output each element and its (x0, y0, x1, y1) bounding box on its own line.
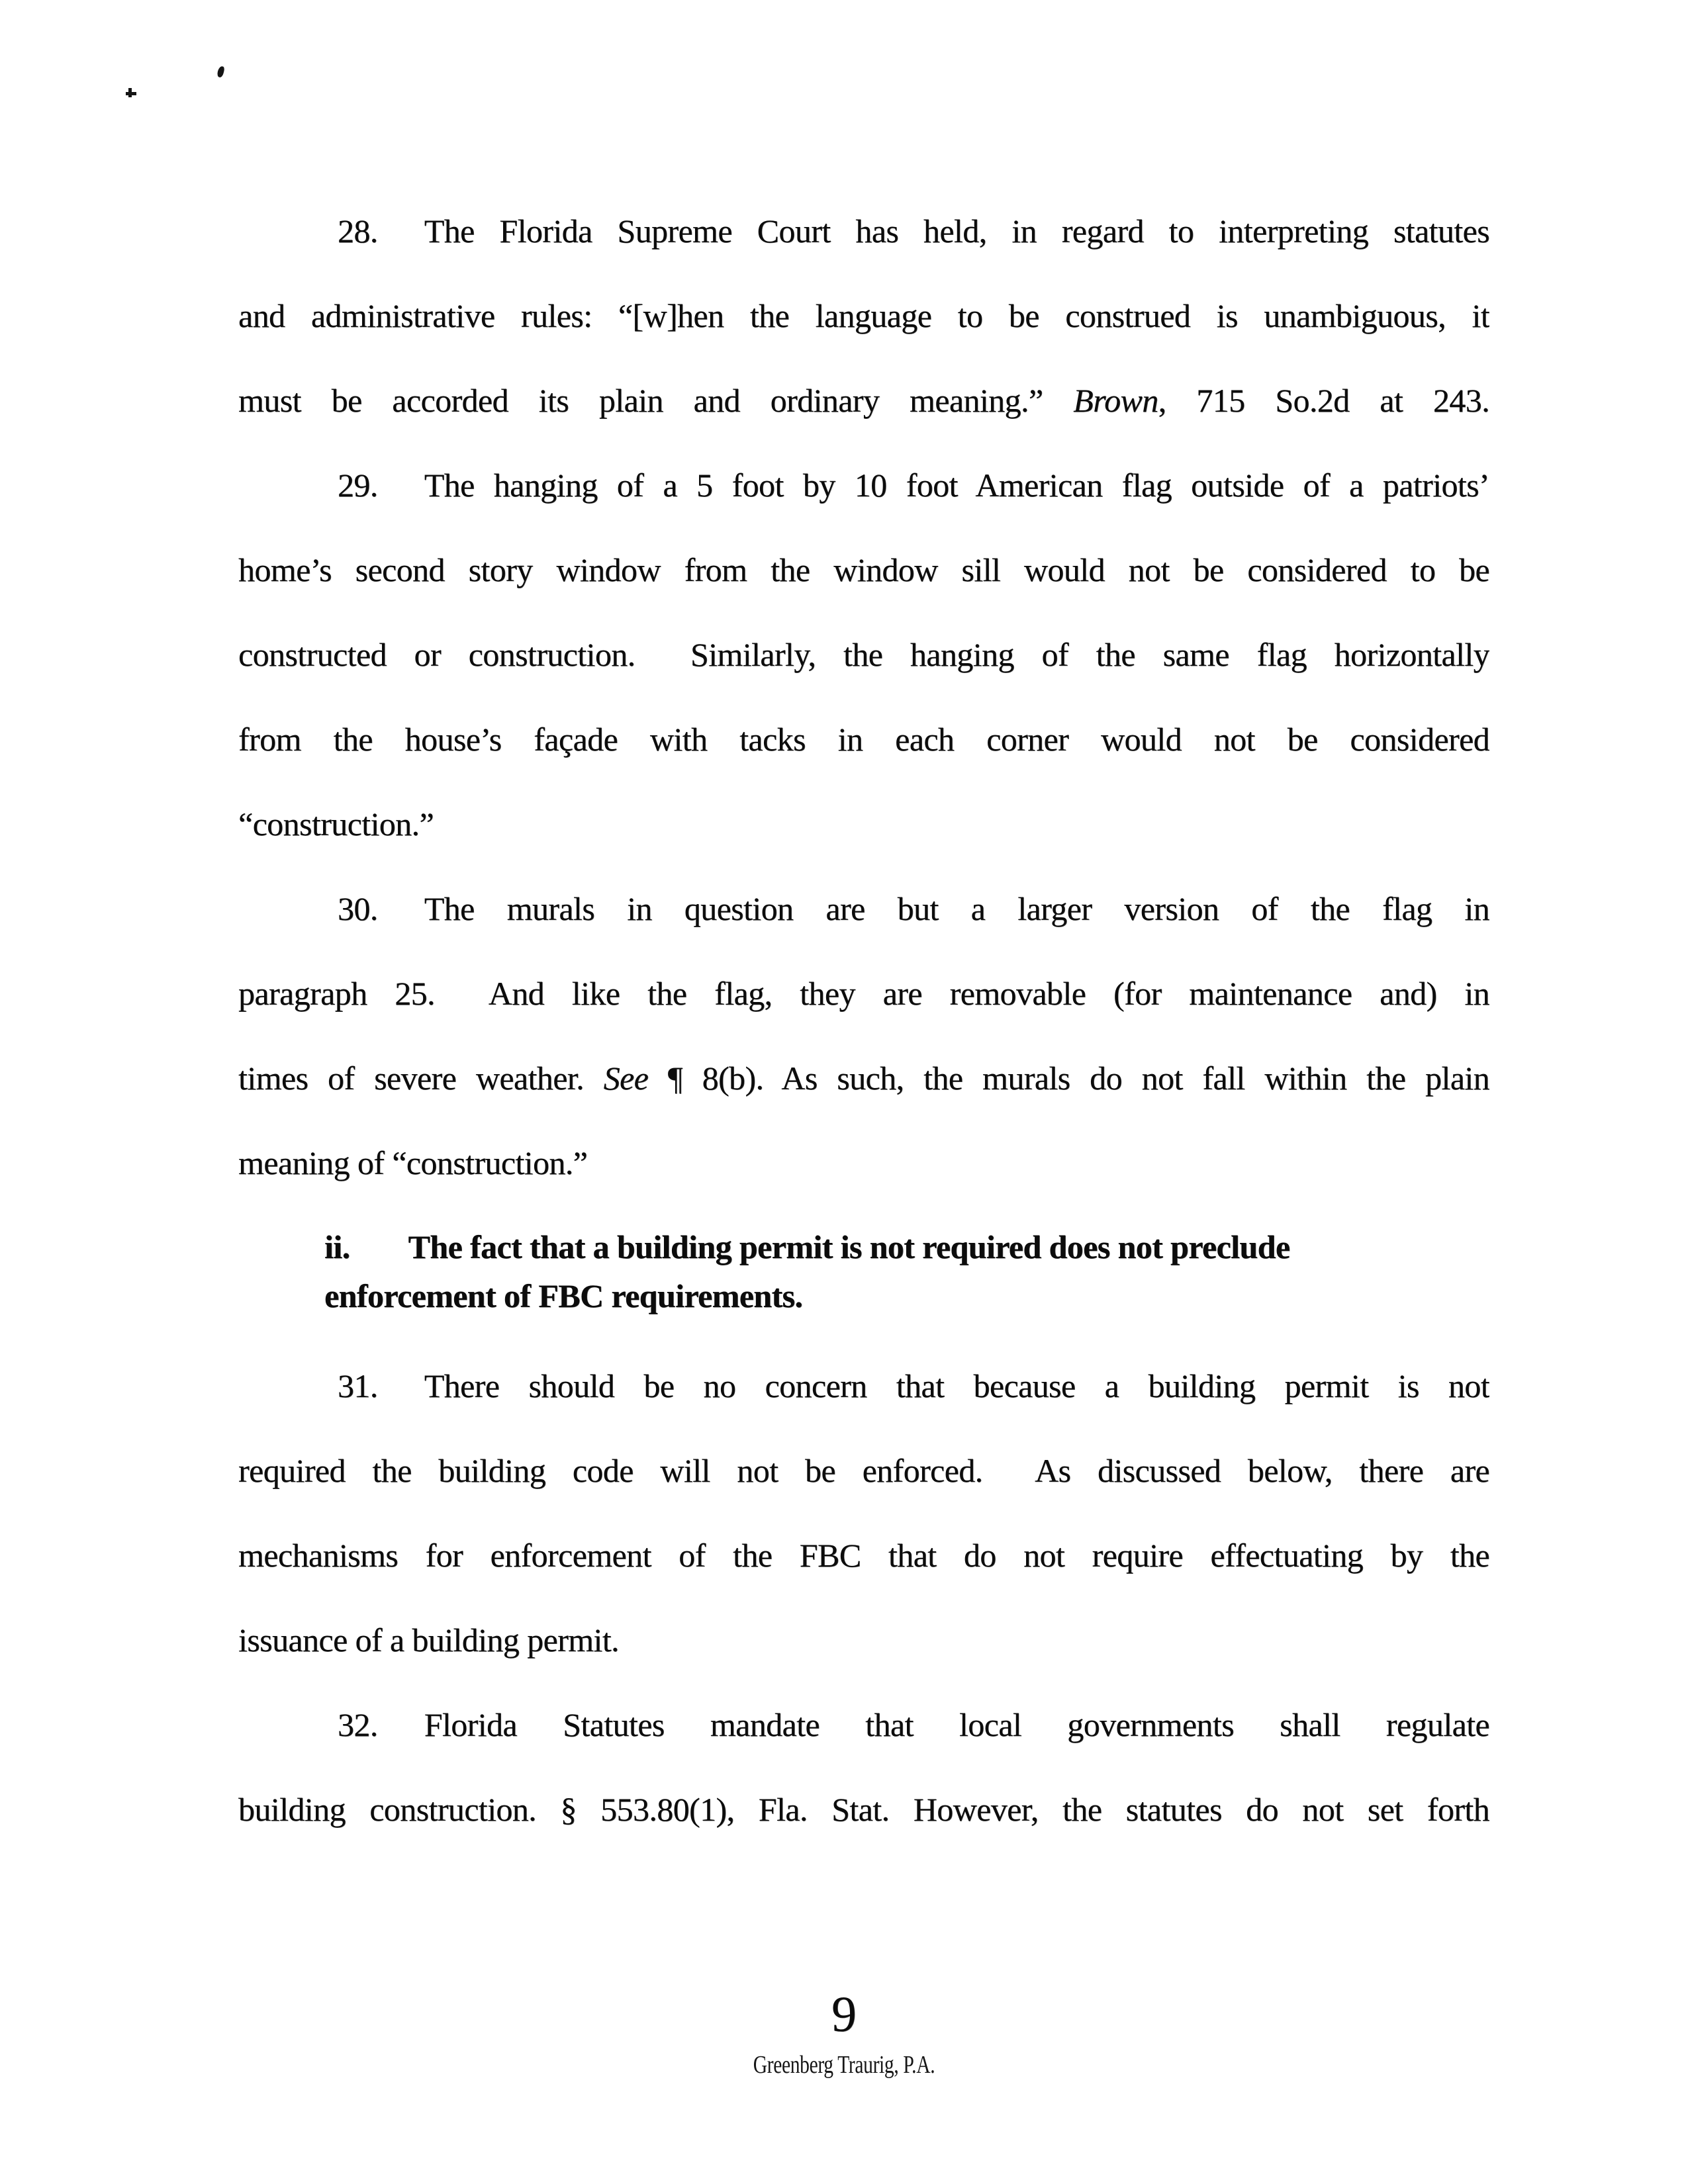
paragraph-text: The Florida Supreme Court has held, in regard to interpreting statutes (424, 212, 1489, 250)
text-line: “construction.” (238, 805, 434, 842)
page-number: 9 (831, 1987, 857, 2042)
text-line (238, 1682, 1489, 1767)
text-line: mechanisms for enforcement of the FBC that do not require effectuating by the (238, 1537, 1489, 1574)
paragraph-31 (238, 1343, 1489, 1682)
paragraph-30 (238, 866, 1489, 1205)
paragraph-28 (238, 189, 1489, 443)
subheading-line: enforcement of FBC requirements. (324, 1277, 803, 1314)
text-line (238, 866, 1489, 951)
ink-speck (216, 66, 225, 78)
subheading-line (324, 1222, 1489, 1271)
paragraph-text: The murals in question are but a larger version of the flag in (424, 890, 1489, 927)
text-line: paragraph 25. And like the flag, they are removable (for maintenance and) in (238, 975, 1489, 1012)
paragraph-number: 31. (338, 1367, 378, 1404)
subheading-text: The fact that a building permit is not required does not preclude (408, 1228, 1290, 1265)
law-firm-name (0, 2050, 1688, 2079)
law-firm-name-text: Greenberg Traurig, P.A. (753, 2051, 935, 2079)
text-line: constructed or construction. Similarly, the hanging of the same flag horizontally (238, 636, 1489, 673)
document-body (238, 189, 1489, 1852)
text-line: and administrative rules: “[w]hen the language to be construed is unambiguous, it (238, 297, 1489, 334)
text-line (238, 1343, 1489, 1428)
ink-speck (126, 92, 136, 95)
text-line: from the house’s façade with tacks in each corner would not be considered (238, 721, 1489, 758)
text-line (238, 189, 1489, 273)
text-line: building construction. § 553.80(1), Fla. Stat. However, the statutes do not set forth (238, 1791, 1489, 1828)
paragraph-text: There should be no concern that because a building permit is not (424, 1367, 1489, 1404)
text-line: home’s second story window from the window sill would not be considered to be (238, 551, 1489, 588)
text-line (238, 443, 1489, 527)
paragraph-number: 30. (338, 890, 378, 927)
paragraph-number: 29. (338, 467, 378, 504)
subheading-number: ii. (324, 1228, 350, 1265)
text-line: meaning of “construction.” (238, 1144, 588, 1181)
text-line: times of severe weather. See ¶ 8(b). As such, the murals do not fall within the plain (238, 1060, 1489, 1097)
paragraph-text: Florida Statutes mandate that local governments shall regulate (424, 1706, 1489, 1743)
text-line: must be accorded its plain and ordinary meaning.” Brown, 715 So.2d at 243. (238, 382, 1489, 419)
subheading-ii (324, 1222, 1489, 1320)
text-line: issuance of a building permit. (238, 1621, 619, 1659)
text-line: required the building code will not be enforced. As discussed below, there are (238, 1452, 1489, 1489)
paragraph-32 (238, 1682, 1489, 1852)
paragraph-29 (238, 443, 1489, 866)
paragraph-text: The hanging of a 5 foot by 10 foot American flag outside of a patriots’ (424, 467, 1489, 504)
paragraph-number: 28. (338, 212, 378, 250)
paragraph-number: 32. (338, 1706, 378, 1743)
page-footer (0, 1989, 1688, 2079)
